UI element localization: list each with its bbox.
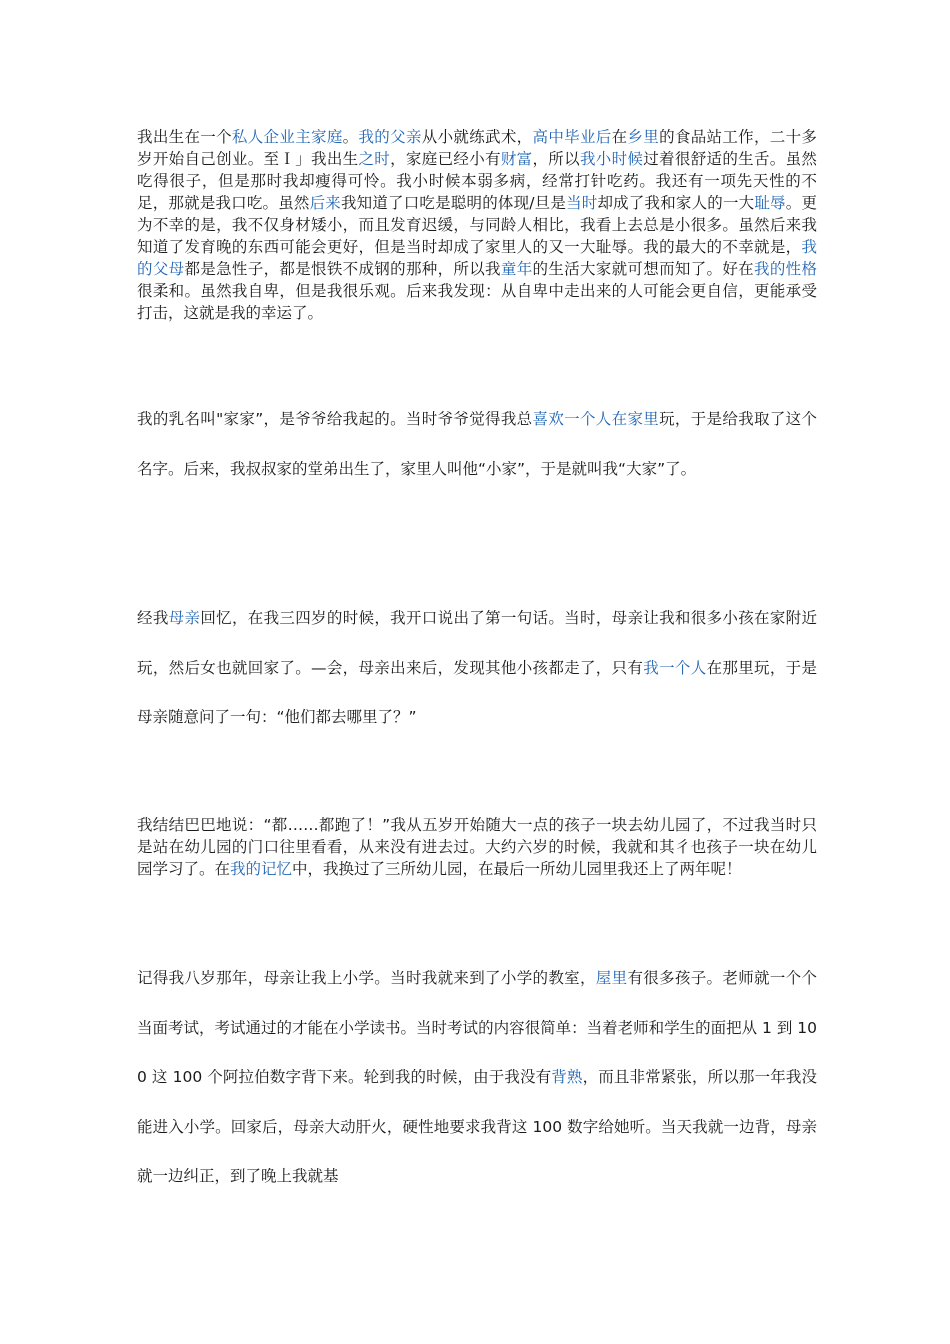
text-run: 在 bbox=[611, 128, 628, 146]
hyperlink[interactable]: 我小时候 bbox=[579, 150, 644, 168]
text-run: 都是急性子，都是恨铁不成钢的那种，所以我 bbox=[184, 260, 501, 278]
text-run: 从小就练武术， bbox=[421, 128, 533, 146]
paragraph-1 bbox=[137, 126, 817, 324]
text-run: 我出生在一个 bbox=[137, 128, 232, 146]
hyperlink[interactable]: 我的记忆 bbox=[230, 860, 293, 878]
hyperlink[interactable]: 乡里 bbox=[627, 128, 660, 146]
text-run: 过着很舒适的生舌。虽然吃得很子，但是那时我却瘦得可怜。我小时候本弱多病，经常打针吃药。我还有一项先天性的不足，那就是我口吃。虽然 bbox=[137, 150, 817, 212]
text-run: ，家庭已经小有 bbox=[390, 150, 501, 168]
hyperlink[interactable]: 屋里 bbox=[595, 969, 628, 987]
text-run: 我知道了口吃是聪明的体现/旦是 bbox=[340, 194, 567, 212]
hyperlink[interactable]: 我的性格 bbox=[754, 260, 817, 278]
hyperlink[interactable]: 我的父亲 bbox=[358, 128, 422, 146]
text-run: 记得我八岁那年，母亲让我上小学。当时我就来到了小学的教室， bbox=[137, 969, 596, 987]
hyperlink[interactable]: 背熟 bbox=[551, 1068, 583, 1086]
hyperlink[interactable]: 之时 bbox=[358, 150, 391, 168]
text-run: 有很多孩子。老师就一个个当面考试，考试通过的才能在小学读书。当时考试的内容很简单：当着老师和学生的面把从 1 到 100 这 100 个阿拉伯数字背下来。轮到我的时候，由于我没有 bbox=[137, 969, 817, 1086]
text-run: ，所以 bbox=[532, 150, 580, 168]
hyperlink[interactable]: 耻辱 bbox=[754, 194, 786, 212]
paragraph-4 bbox=[137, 814, 817, 880]
hyperlink[interactable]: 童年 bbox=[500, 260, 533, 278]
paragraph-3 bbox=[137, 594, 817, 743]
text-run: 的生活大家就可想而知了。好在 bbox=[532, 260, 754, 278]
hyperlink[interactable]: 私人企业主家庭 bbox=[231, 128, 343, 146]
hyperlink[interactable]: 我的父母 bbox=[137, 238, 817, 278]
text-run: 我的乳名叫"家家”，是爷爷给我起的。当时爷爷觉得我总 bbox=[137, 410, 533, 428]
hyperlink[interactable]: 喜欢一个人在家里 bbox=[532, 410, 660, 428]
hyperlink[interactable]: 后来 bbox=[309, 194, 341, 212]
text-run: 。 bbox=[342, 128, 359, 146]
text-run: 在那里玩，于是母亲随意问了一句：“他们都去哪里了？” bbox=[137, 658, 817, 726]
hyperlink[interactable]: 高中毕业后 bbox=[532, 128, 612, 146]
text-run: 中，我换过了三所幼儿园，在最后一所幼儿园里我还上了两年呢！ bbox=[292, 860, 742, 878]
text-run: 却成了我和家人的一大 bbox=[597, 194, 755, 212]
hyperlink[interactable]: 我一个人 bbox=[643, 658, 707, 677]
text-run: ，而且非常紧张，所以那一年我没能进入小学。回家后，母亲大动肝火，硬性地要求我背这 100 数字给她听。当天我就一边背，母亲就一边纠正，到了晚上我就基 bbox=[137, 1068, 817, 1185]
hyperlink[interactable]: 财富 bbox=[500, 150, 533, 168]
text-run: 玩，于是给我取了这个名字。后来，我叔叔家的堂弟出生了，家里人叫他“小家”，于是就叫我“大家”了。 bbox=[137, 410, 817, 478]
text-run: 回忆，在我三四岁的时候，我开口说出了第一句话。当时，母亲让我和很多小孩在家附近玩，然后女也就回家了。—会，母亲出来后，发现其他小孩都走了，只有 bbox=[137, 609, 817, 677]
text-run: 经我 bbox=[137, 609, 169, 627]
text-run: 我结结巴巴地说：“都……都跑了！”我从五岁开始随大一点的孩子一块去幼儿园了，不过我当时只是站在幼儿园的门口往里看看，从来没有进去过。大约六岁的时候，我就和其彳也孩子一块在幼儿园学习了。在 bbox=[137, 816, 817, 878]
paragraph-5 bbox=[137, 954, 817, 1202]
hyperlink[interactable]: 当时 bbox=[566, 194, 598, 212]
text-run: 很柔和。虽然我自卑，但是我很乐观。后来我发现：从自卑中走出来的人可能会更自信，更能承受打击，这就是我的幸运了。 bbox=[137, 282, 817, 322]
paragraph-2 bbox=[137, 395, 817, 494]
text-run: 。更为不幸的是，我不仅身材矮小，而且发育迟缓，与同龄人相比，我看上去总是小很多。虽然后来我知道了发育晚的东西可能会更好，但是当时却成了家里人的又一大耻辱。我的最大的不幸就是， bbox=[137, 194, 817, 256]
text-run: 的食品站工作，二十多岁开始自己创业。至Ｉ」我出生 bbox=[137, 128, 817, 168]
hyperlink[interactable]: 母亲 bbox=[168, 609, 201, 627]
